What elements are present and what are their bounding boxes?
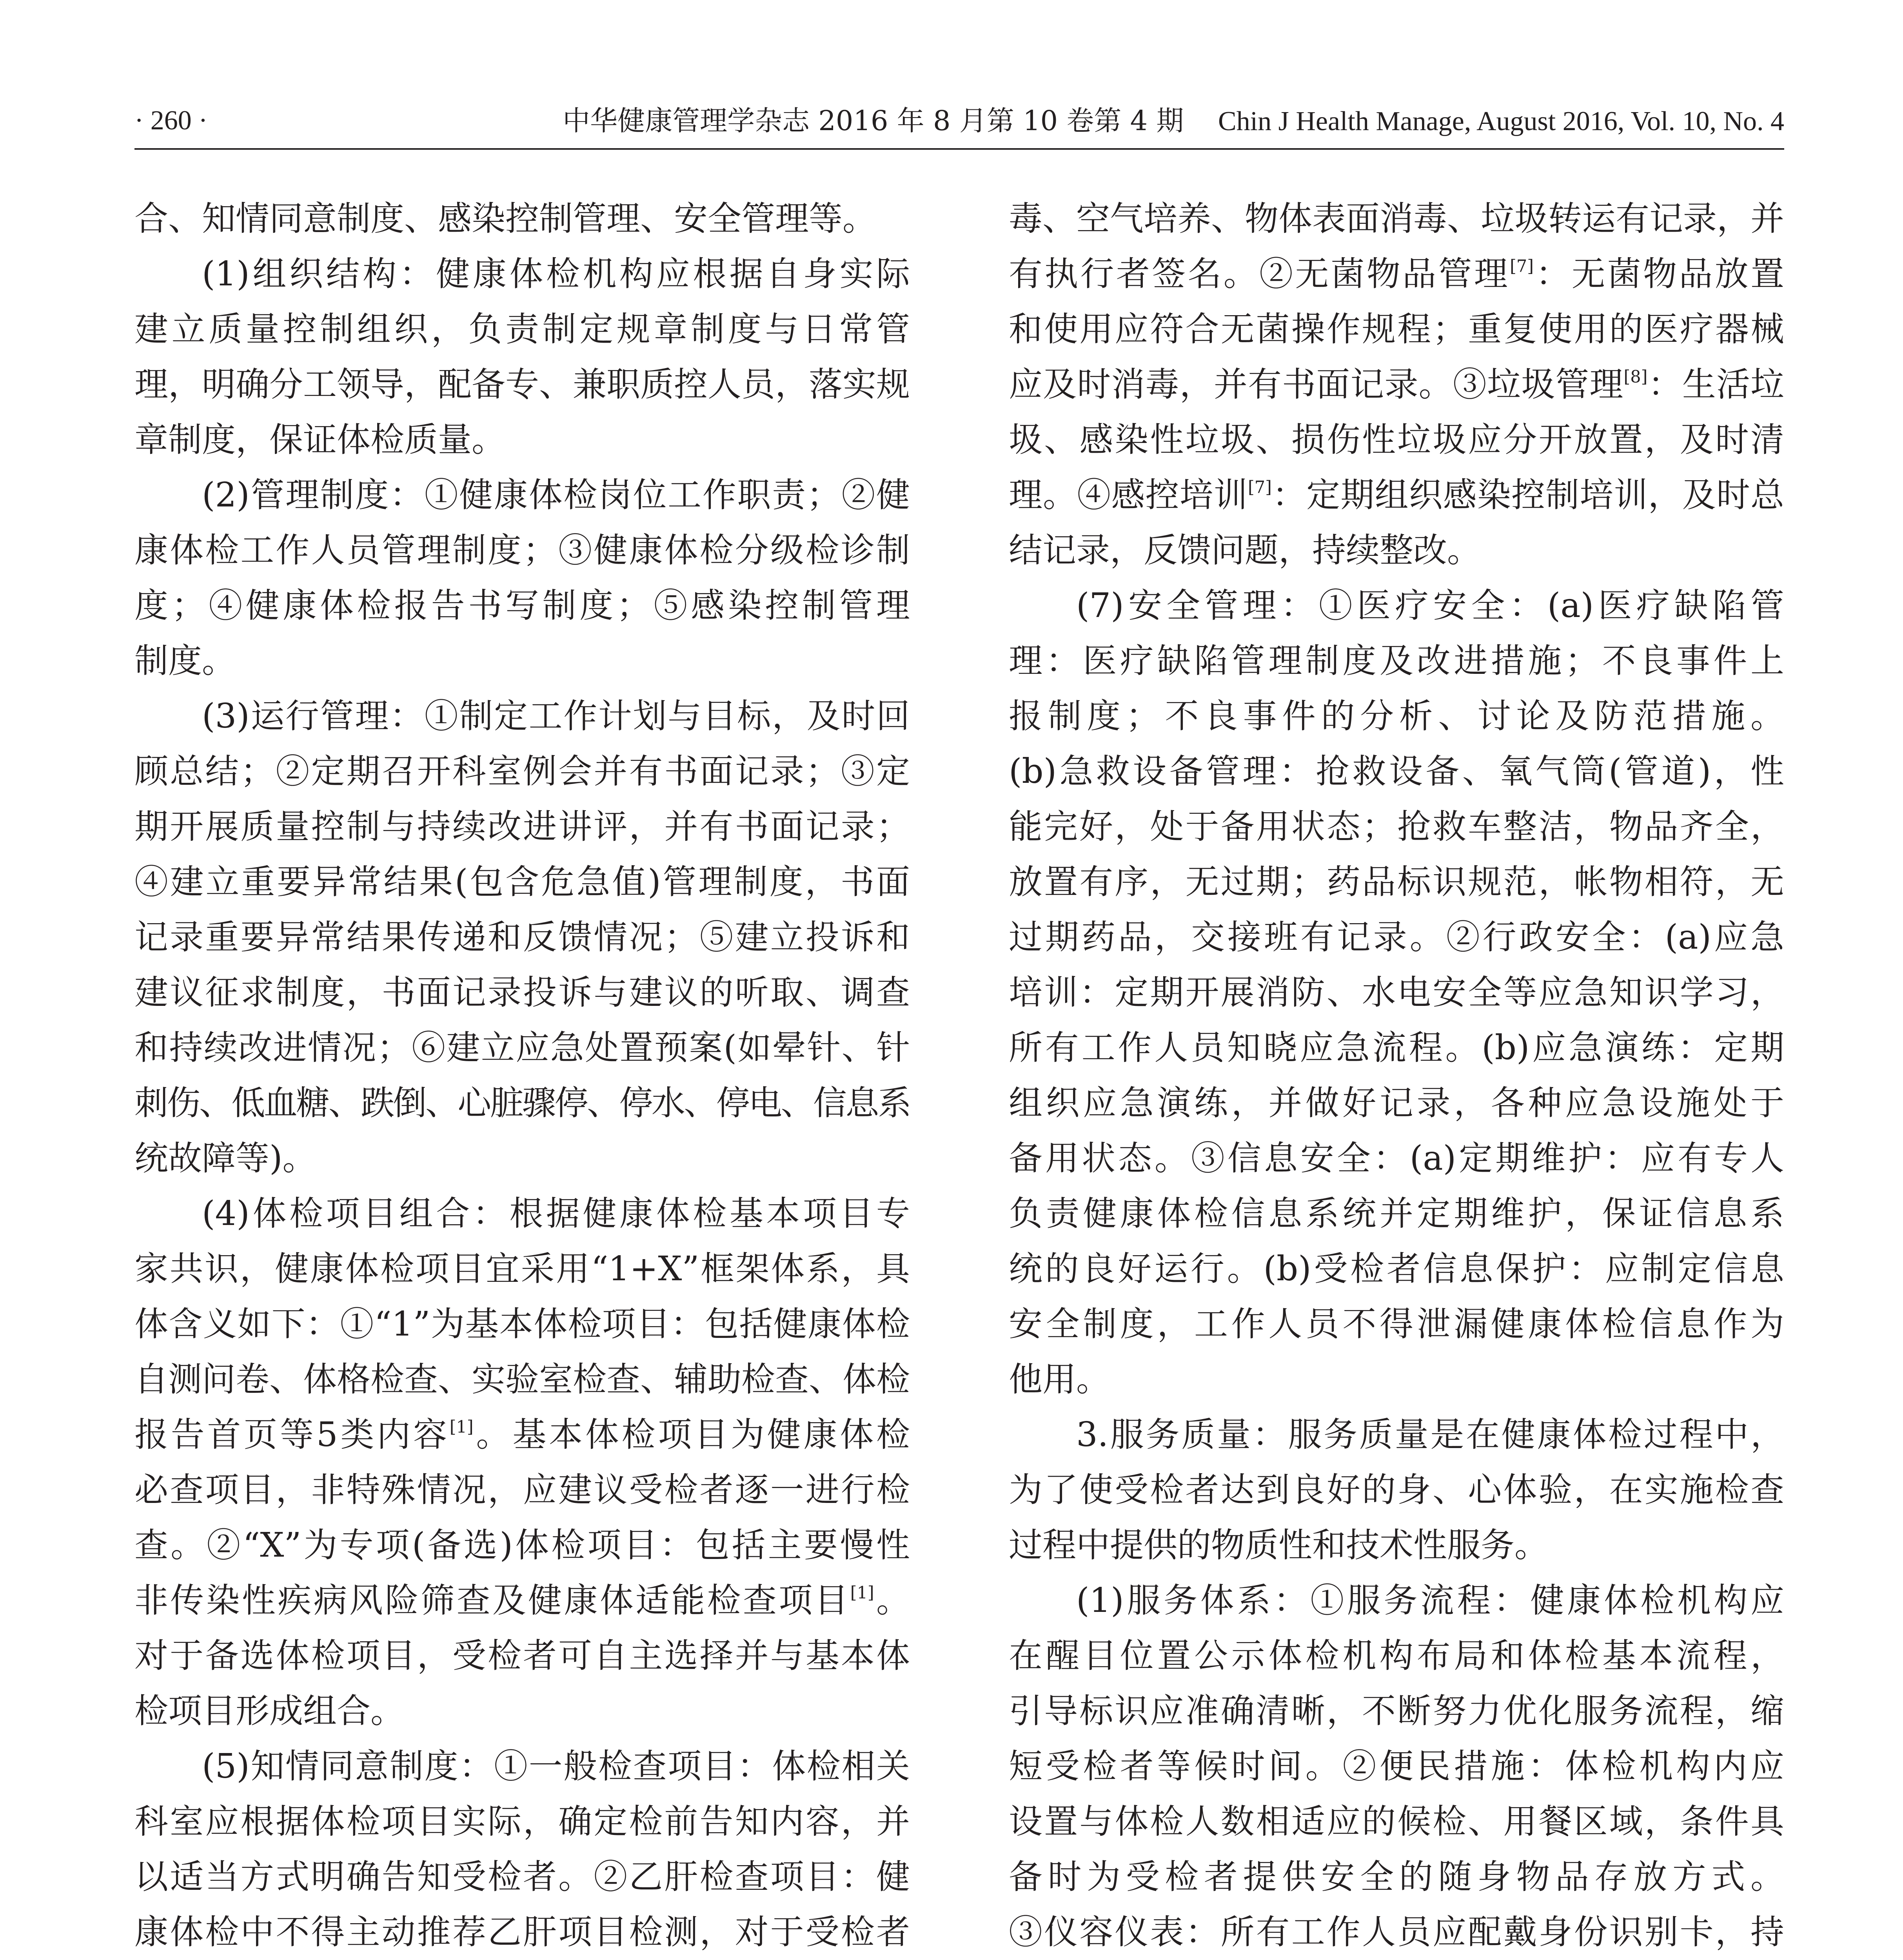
text-run: 。基本体检项目为健康体检 [473, 1415, 910, 1454]
text-line: 备时为受检者提供安全的随身物品存放方式。 [1009, 1857, 1784, 1896]
journal-title-en: Chin J Health Manage, August 2016, Vol. 10, No. 4 [1218, 106, 1784, 136]
text-line: 毒、空气培养、物体表面消毒、垃圾转运有记录，并 [1009, 199, 1784, 238]
text-line: 必查项目，非特殊情况，应建议受检者逐一进行检 [134, 1470, 910, 1510]
text-line: 负责健康体检信息系统并定期维护，保证信息系 [1009, 1194, 1784, 1233]
paragraph [134, 191, 910, 247]
text-run: 报告首页等5类内容 [134, 1415, 450, 1454]
text-line: 查。②“X”为专项(备选)体检项目：包括主要慢性 [134, 1526, 910, 1565]
text-run: 非传染性疾病风险筛查及健康体适能检查项目 [134, 1581, 850, 1620]
paragraph [134, 1739, 910, 1960]
text-line [1009, 247, 1784, 302]
text-line: 记录重要异常结果传递和反馈情况；⑤建立投诉和 [134, 918, 910, 957]
text-line: 检项目形成组合。 [134, 1691, 404, 1731]
journal-citation [563, 101, 1784, 141]
text-line: (1)组织结构：健康体检机构应根据自身实际 [202, 254, 910, 294]
text-line: ③仪容仪表：所有工作人员应配戴身份识别卡，持 [1009, 1913, 1784, 1952]
text-line: 放置有序，无过期；药品标识规范，帐物相符，无 [1009, 862, 1784, 902]
text-run: 。 [874, 1581, 910, 1620]
paragraph [1009, 578, 1784, 1407]
text-line: 在醒目位置公示体检机构布局和体检基本流程， [1009, 1636, 1784, 1675]
running-header [134, 101, 1784, 140]
text-line: 培训：定期开展消防、水电安全等应急知识学习， [1009, 973, 1784, 1012]
text-line: 设置与体检人数相适应的候检、用餐区域，条件具 [1009, 1802, 1784, 1841]
citation-ref: [1] [449, 1417, 474, 1437]
text-line: 体含义如下：①“1”为基本体检项目：包括健康体检 [134, 1305, 910, 1344]
text-line: 家共识，健康体检项目宜采用“1+X”框架体系，具 [134, 1249, 910, 1289]
text-line: 刺伤、低血糖、跌倒、心脏骤停、停水、停电、信息系 [134, 1083, 910, 1123]
text-line: (4)体检项目组合：根据健康体检基本项目专 [202, 1194, 910, 1233]
text-line: 自测问卷、体格检查、实验室检查、辅助检查、体检 [134, 1360, 910, 1399]
text-line: 能完好，处于备用状态；抢救车整洁，物品齐全， [1009, 807, 1784, 846]
text-line: 理：医疗缺陷管理制度及改进措施；不良事件上 [1009, 641, 1784, 681]
text-line: 短受检者等候时间。②便民措施：体检机构内应 [1009, 1747, 1784, 1786]
text-line: 为了使受检者达到良好的身、心体验，在实施检查 [1009, 1470, 1784, 1510]
text-line: 和使用应符合无菌操作规程；重复使用的医疗器械 [1009, 310, 1784, 349]
text-line: 建议征求制度，书面记录投诉与建议的听取、调查 [134, 973, 910, 1012]
text-line: (5)知情同意制度：①一般检查项目：体检相关 [202, 1747, 910, 1786]
text-line: 理，明确分工领导，配备专、兼职质控人员，落实规 [134, 365, 910, 404]
text-line: 引导标识应准确清晰，不断努力优化服务流程，缩 [1009, 1691, 1784, 1731]
text-line: 统故障等)。 [134, 1139, 316, 1178]
right-column [1009, 191, 1784, 1960]
text-line: (1)服务体系：①服务流程：健康体检机构应 [1076, 1581, 1784, 1620]
text-line: 对于备选体检项目，受检者可自主选择并与基本体 [134, 1636, 910, 1675]
text-line: 建立质量控制组织，负责制定规章制度与日常管 [134, 310, 910, 349]
text-run: 理。④感控培训 [1009, 475, 1248, 515]
text-line: 康体检中不得主动推荐乙肝项目检测，对于受检者 [134, 1913, 910, 1952]
text-line: 圾、感染性垃圾、损伤性垃圾应分开放置，及时清 [1009, 420, 1784, 459]
left-column [134, 191, 910, 1960]
text-line: 以适当方式明确告知受检者。②乙肝检查项目：健 [134, 1857, 910, 1896]
citation-ref: [7] [1510, 256, 1534, 276]
text-line: (b)急救设备管理：抢救设备、氧气筒(管道)，性 [1009, 752, 1784, 791]
text-line: (3)运行管理：①制定工作计划与目标，及时回 [202, 697, 910, 736]
text-line: 制度。 [134, 641, 236, 681]
text-line: (2)管理制度：①健康体检岗位工作职责；②健 [202, 475, 910, 515]
text-run: 有执行者签名。②无菌物品管理 [1009, 254, 1510, 294]
paragraph [134, 689, 910, 1186]
text-line: 过期药品，交接班有记录。②行政安全：(a)应急 [1009, 918, 1784, 957]
text-line: 3.服务质量：服务质量是在健康体检过程中， [1076, 1415, 1784, 1454]
text-line [1009, 468, 1784, 523]
header-rule [134, 148, 1784, 150]
text-line: 安全制度，工作人员不得泄漏健康体检信息作为 [1009, 1305, 1784, 1344]
text-line: 过程中提供的物质性和技术性服务。 [1009, 1526, 1548, 1565]
text-line: 统的良好运行。(b)受检者信息保护：应制定信息 [1009, 1249, 1784, 1289]
text-run: ：生活垃 [1647, 365, 1784, 404]
text-line [134, 1407, 910, 1463]
text-line: 合、知情同意制度、感染控制管理、安全管理等。 [134, 199, 876, 238]
text-line [1009, 357, 1784, 412]
text-line: 和持续改进情况；⑥建立应急处置预案(如晕针、针 [134, 1028, 910, 1067]
text-line: ④建立重要异常结果(包含危急值)管理制度，书面 [134, 862, 910, 902]
paragraph [134, 247, 910, 468]
text-line: 期开展质量控制与持续改进讲评，并有书面记录； [134, 807, 910, 846]
text-line: (7)安全管理：①医疗安全：(a)医疗缺陷管 [1076, 586, 1784, 625]
text-line: 所有工作人员知晓应急流程。(b)应急演练：定期 [1009, 1028, 1784, 1067]
text-line: 康体检工作人员管理制度；③健康体检分级检诊制 [134, 531, 910, 570]
text-line: 报制度；不良事件的分析、讨论及防范措施。 [1009, 697, 1784, 736]
paragraph [1009, 191, 1784, 578]
paragraph [134, 468, 910, 689]
page-number: · 260 · [134, 105, 208, 136]
journal-title-cn: 中华健康管理学杂志 2016 年 8 月第 10 卷第 4 期 [563, 105, 1184, 137]
citation-ref: [1] [850, 1583, 874, 1603]
text-line: 科室应根据体检项目实际，确定检前告知内容，并 [134, 1802, 910, 1841]
text-line: 结记录，反馈问题，持续整改。 [1009, 531, 1481, 570]
text-line: 顾总结；②定期召开科室例会并有书面记录；③定 [134, 752, 910, 791]
text-run: 应及时消毒，并有书面记录。③垃圾管理 [1009, 365, 1624, 404]
text-run: ：无菌物品放置 [1533, 254, 1784, 294]
text-line: 他用。 [1009, 1360, 1110, 1399]
text-line: 组织应急演练，并做好记录，各种应急设施处于 [1009, 1083, 1784, 1123]
paragraph [134, 1186, 910, 1739]
text-line: 章制度，保证体检质量。 [134, 420, 505, 459]
citation-ref: [7] [1247, 477, 1272, 497]
paragraph [1009, 1407, 1784, 1573]
text-line: 度；④健康体检报告书写制度；⑤感染控制管理 [134, 586, 910, 625]
text-line: 备用状态。③信息安全：(a)定期维护：应有专人 [1009, 1139, 1784, 1178]
citation-ref: [8] [1623, 367, 1648, 387]
text-run: ：定期组织感染控制培训，及时总 [1271, 475, 1784, 515]
paragraph [1009, 1573, 1784, 1960]
text-line [134, 1573, 910, 1628]
